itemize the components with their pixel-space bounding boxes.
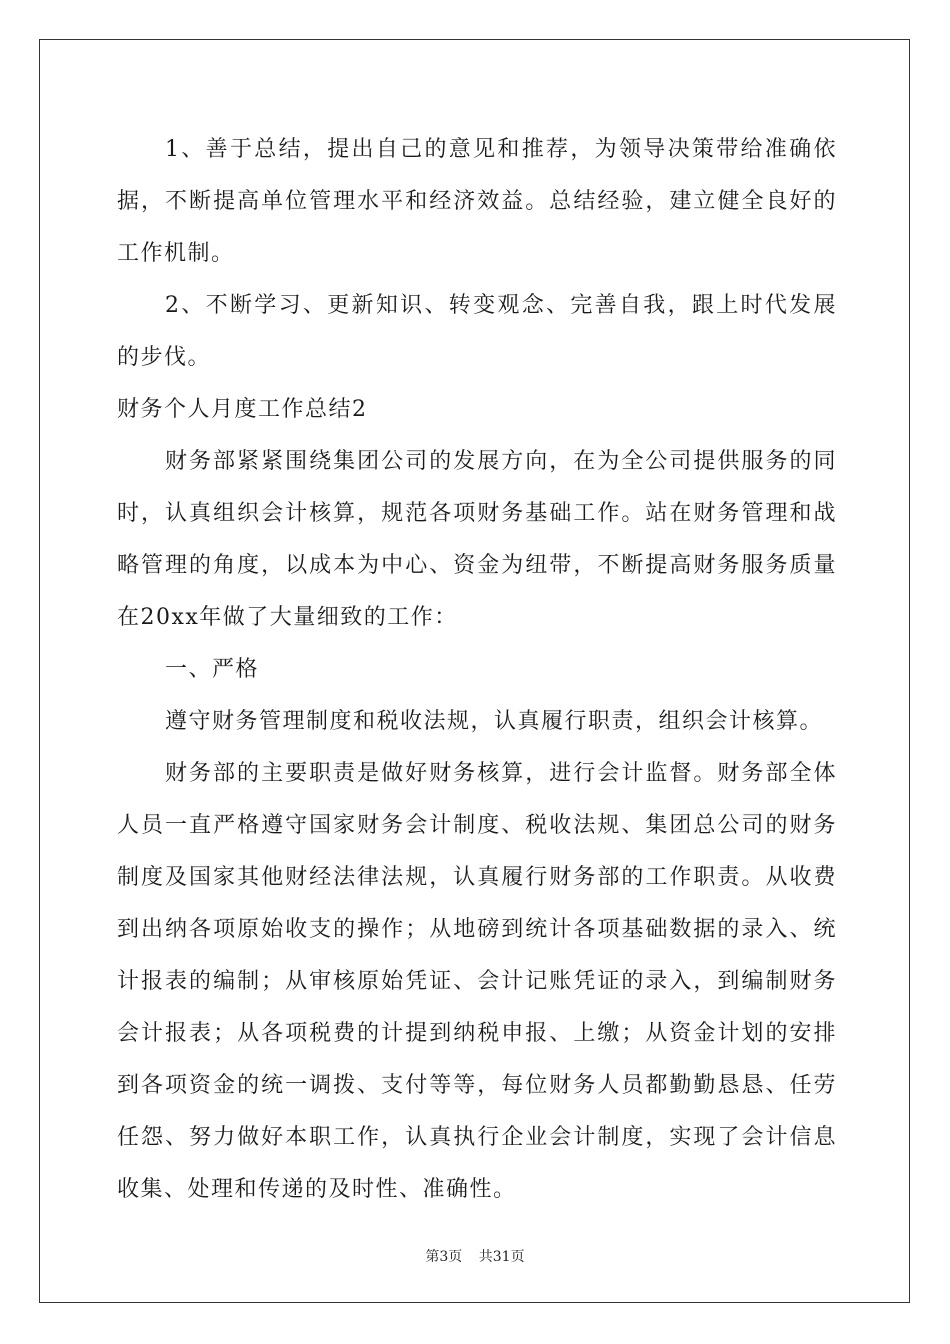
- section-title: 财务个人月度工作总结2: [117, 397, 368, 422]
- subheading-strict: 一、严格: [165, 657, 260, 682]
- page-number: 第3页: [425, 1249, 463, 1265]
- paragraph-1: 1、善于总结，提出自己的意见和推荐，为领导决策带给准确依据，不断提高单位管理水平和经济效益。总结经验，建立健全良好的工作机制。: [117, 137, 837, 266]
- document-body: [117, 124, 837, 1216]
- paragraph-4: 遵守财务管理制度和税收法规，认真履行职责，组织会计核算。: [165, 709, 824, 734]
- paragraph-2: 2、不断学习、更新知识、转变观念、完善自我，跟上时代发展的步伐。: [117, 293, 837, 370]
- paragraph-3: 财务部紧紧围绕集团公司的发展方向，在为全公司提供服务的同时，认真组织会计核算，规范各项财务基础工作。站在财务管理和战略管理的角度，以成本为中心、资金为纽带，不断提高财务服务质量在20xx年做了大量细致的工作：: [117, 449, 837, 630]
- total-pages: 共31页: [478, 1249, 525, 1265]
- paragraph-5: 财务部的主要职责是做好财务核算，进行会计监督。财务部全体人员一直严格遵守国家财务会计制度、税收法规、集团总公司的财务制度及国家其他财经法律法规，认真履行财务部的工作职责。从收费到出纳各项原始收支的操作；从地磅到统计各项基础数据的录入、统计报表的编制；从审核原始凭证、会计记账凭证的录入，到编制财务会计报表；从各项税费的计提到纳税申报、上缴；从资金计划的安排到各项资金的统一调拨、支付等等，每位财务人员都勤勤恳恳、任劳任怨、努力做好本职工作，认真执行企业会计制度，实现了会计信息收集、处理和传递的及时性、准确性。: [117, 761, 837, 1202]
- page-footer: [0, 1246, 950, 1266]
